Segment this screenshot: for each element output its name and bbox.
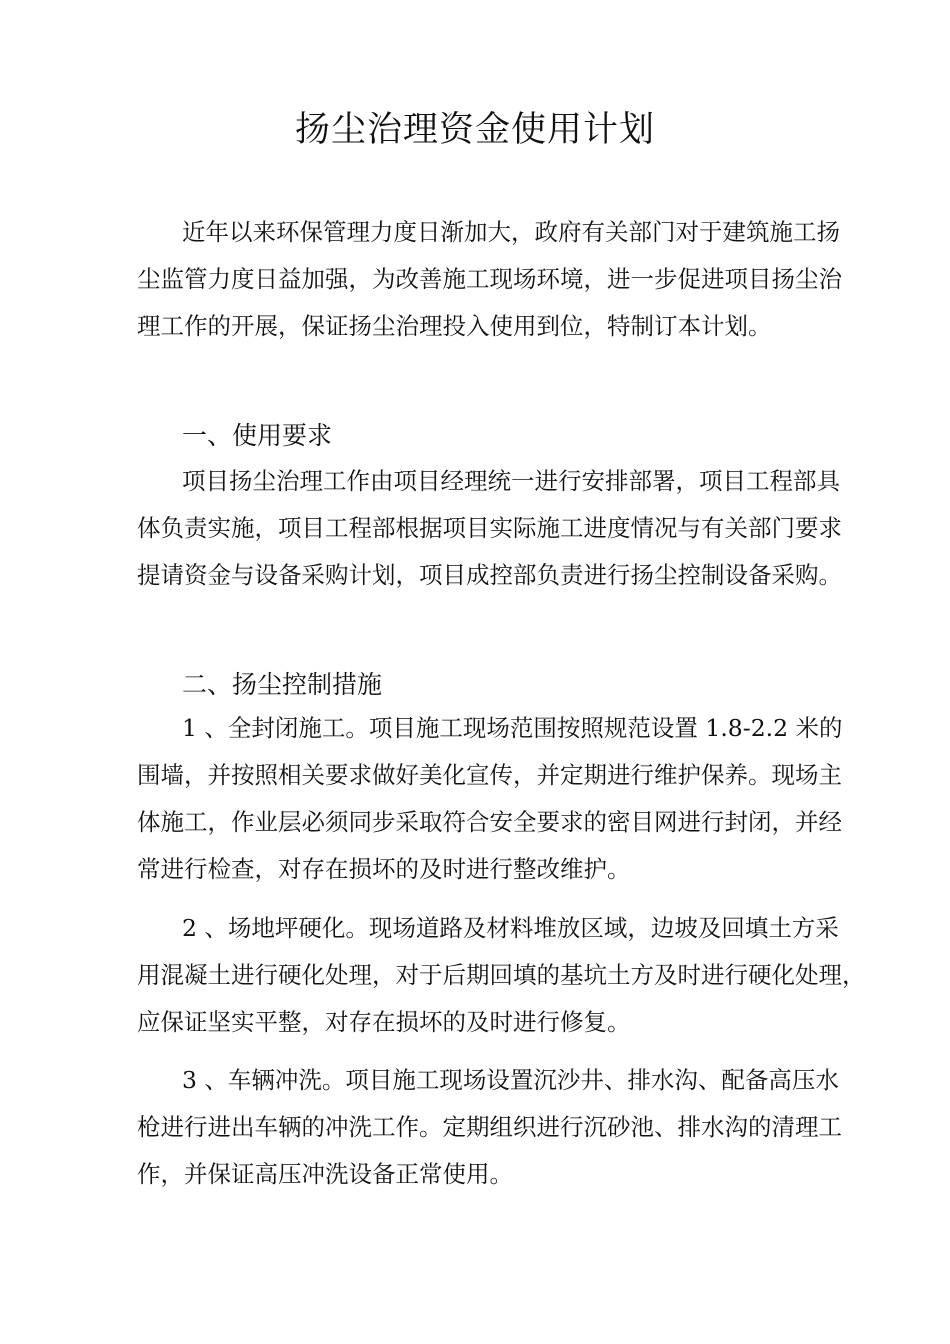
paragraph-line: 近年以来环保管理力度日渐加大，政府有关部门对于建筑施工扬 — [182, 218, 840, 246]
section-heading-dust-control-measures: 二、扬尘控制措施 — [182, 670, 383, 699]
paragraph-line: 尘监管力度日益加强，为改善施工现场环境，进一步促进项目扬尘治 — [137, 265, 842, 293]
paragraph-line: 常进行检查，对存在损坏的及时进行整改维护。 — [137, 855, 631, 883]
measure-item-3 — [137, 1057, 842, 1198]
measure-item-1 — [137, 705, 843, 893]
paragraph-line: 理工作的开展，保证扬尘治理投入使用到位，特制订本计划。 — [137, 312, 772, 340]
document-title: 扬尘治理资金使用计划 — [294, 110, 655, 150]
paragraph-line: 作，并保证高压冲洗设备正常使用。 — [137, 1160, 513, 1188]
paragraph-line: 应保证坚实平整，对存在损坏的及时进行修复。 — [137, 1008, 631, 1036]
section1-paragraph — [137, 458, 842, 599]
paragraph-line: 体施工，作业层必须同步采取符合安全要求的密目网进行封闭，并经 — [137, 808, 842, 836]
paragraph-line: 体负责实施，项目工程部根据项目实际施工进度情况与有关部门要求 — [137, 514, 842, 542]
measure-item-2 — [137, 905, 866, 1046]
paragraph-line: 枪进行进出车辆的冲洗工作。定期组织进行沉砂池、排水沟的清理工 — [137, 1113, 842, 1141]
paragraph-line: 围墙，并按照相关要求做好美化宣传，并定期进行维护保养。现场主 — [137, 761, 842, 789]
paragraph-line: 提请资金与设备采购计划，项目成控部负责进行扬尘控制设备采购。 — [137, 561, 842, 589]
paragraph-line: 2 、场地坪硬化。现场道路及材料堆放区域，边坡及回填土方采 — [182, 914, 839, 942]
paragraph-line: 用混凝土进行硬化处理，对于后期回填的基坑土方及时进行硬化处理， — [137, 961, 866, 989]
section-heading-usage-requirements: 一、使用要求 — [182, 421, 333, 450]
paragraph-line: 1 、全封闭施工。项目施工现场范围按照规范设置 1.8-2.2 米的 — [182, 714, 843, 742]
paragraph-line: 项目扬尘治理工作由项目经理统一进行安排部署，项目工程部具 — [182, 467, 840, 495]
intro-paragraph — [137, 209, 842, 350]
paragraph-line: 3 、车辆冲洗。项目施工现场设置沉沙井、排水沟、配备高压水 — [182, 1066, 839, 1094]
